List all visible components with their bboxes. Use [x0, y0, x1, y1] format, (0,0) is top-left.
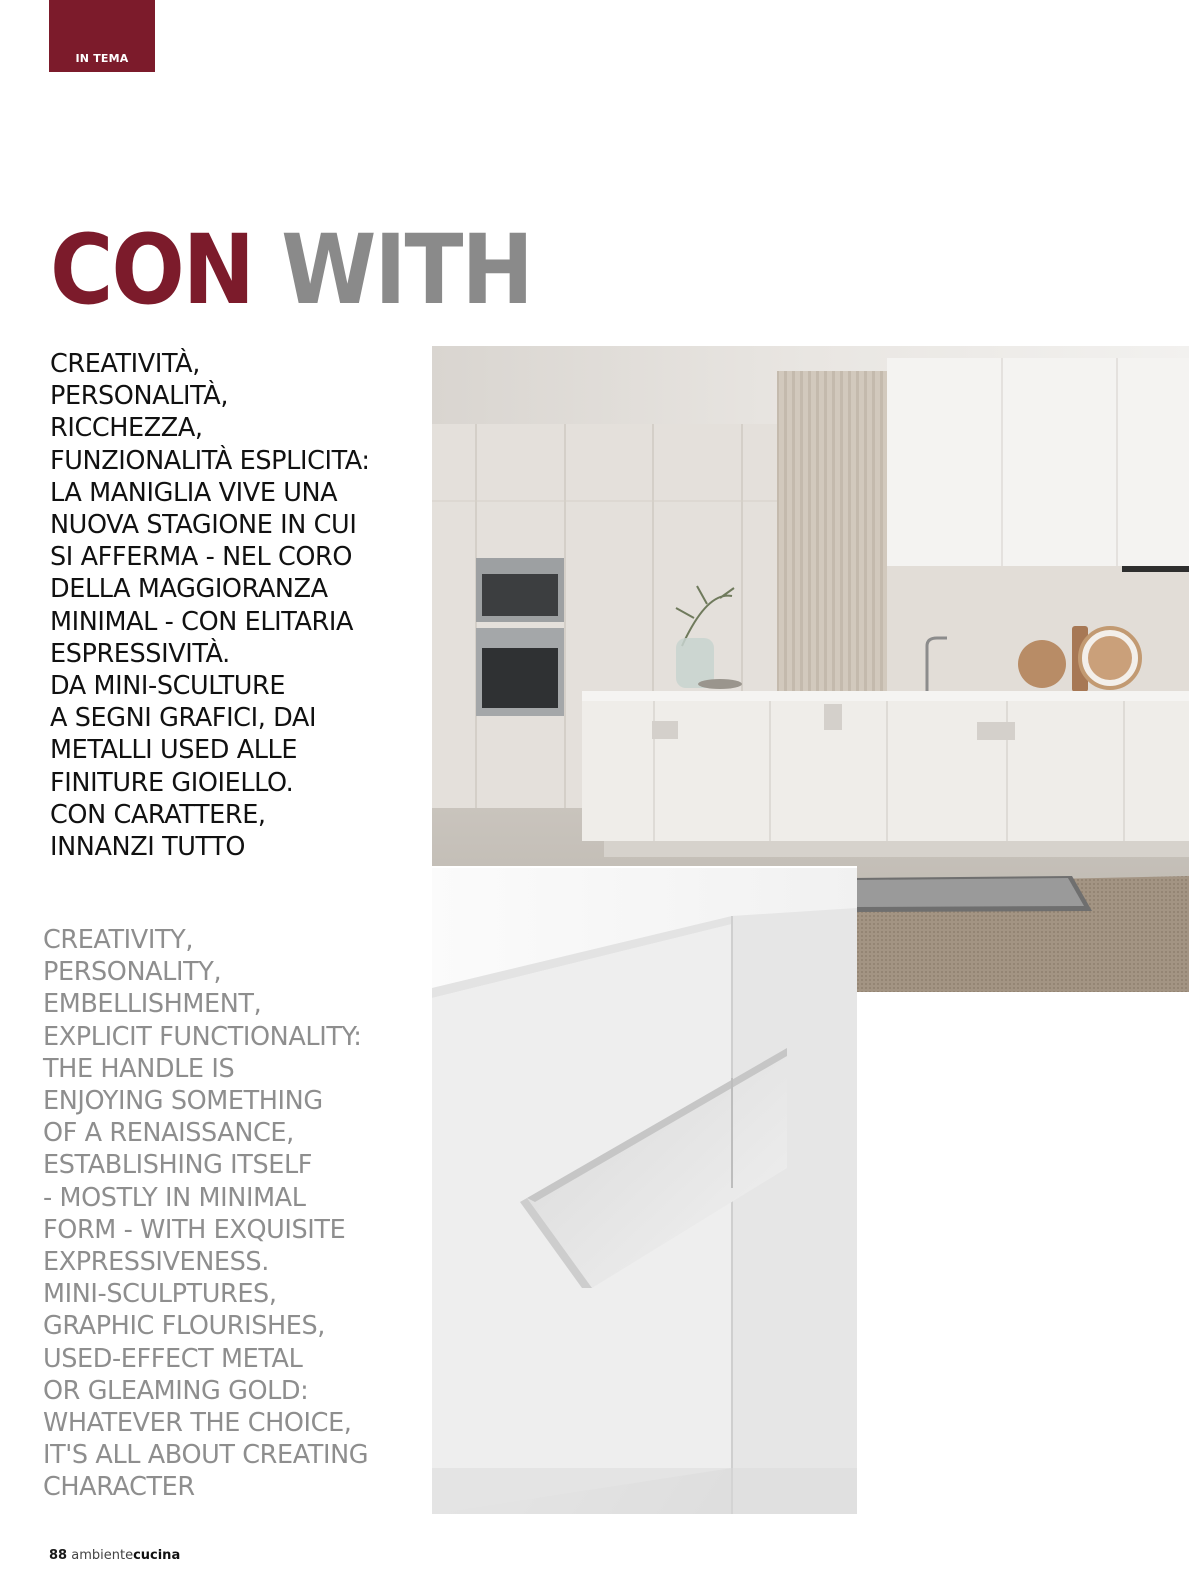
section-tag: IN TEMA	[49, 0, 155, 72]
english-line: OF A RENAISSANCE,	[43, 1118, 294, 1149]
english-line: THE HANDLE IS	[43, 1053, 235, 1084]
italian-line: CREATIVITÀ,	[50, 349, 200, 379]
english-line: IT'S ALL ABOUT CREATING	[43, 1440, 369, 1471]
headline-word-with: WITH	[281, 214, 532, 326]
english-line: OR GLEAMING GOLD:	[43, 1375, 309, 1406]
english-line: EXPLICIT FUNCTIONALITY:	[43, 1021, 362, 1052]
magazine-name-part1: ambiente	[71, 1548, 134, 1563]
english-line: MINI-SCULPTURES,	[43, 1279, 277, 1310]
italian-line: FINITURE GIOIELLO.	[50, 767, 294, 798]
italian-line: NUOVA STAGIONE IN CUI	[50, 510, 357, 541]
english-line: USED-EFFECT METAL	[43, 1343, 303, 1374]
page-footer	[49, 1548, 180, 1563]
english-line: WHATEVER THE CHOICE,	[43, 1408, 352, 1439]
italian-line: FUNZIONALITÀ ESPLICITA:	[50, 445, 370, 476]
english-line: - MOSTLY IN MINIMAL	[43, 1182, 306, 1213]
magazine-name-part2: cucina	[133, 1548, 181, 1563]
italian-text	[50, 348, 420, 863]
italian-line: LA MANIGLIA VIVE UNA	[50, 477, 338, 508]
italian-line: RICCHEZZA,	[50, 413, 203, 444]
italian-line: PERSONALITÀ,	[50, 381, 229, 412]
italian-line: DA MINI-SCULTURE	[50, 671, 286, 702]
english-line: FORM - WITH EXQUISITE	[43, 1214, 346, 1245]
italian-line: ESPRESSIVITÀ.	[50, 638, 230, 669]
english-line: PERSONALITY,	[43, 957, 222, 988]
english-line: CHARACTER	[43, 1472, 195, 1503]
english-line: ESTABLISHING ITSELF	[43, 1150, 313, 1181]
english-line: CREATIVITY,	[43, 925, 194, 955]
italian-line: METALLI USED ALLE	[50, 735, 298, 766]
english-line: GRAPHIC FLOURISHES,	[43, 1311, 325, 1342]
english-line: EMBELLISHMENT,	[43, 989, 262, 1020]
page-number: 88	[49, 1548, 68, 1563]
italian-line: CON CARATTERE,	[50, 799, 266, 830]
english-line: EXPRESSIVENESS.	[43, 1247, 269, 1278]
headline-word-con: CON	[50, 214, 254, 326]
italian-line: INNANZI TUTTO	[50, 832, 246, 863]
italian-line: MINIMAL - CON ELITARIA	[50, 606, 354, 637]
italian-line: A SEGNI GRAFICI, DAI	[50, 703, 317, 734]
english-text	[43, 924, 423, 1504]
italian-line: DELLA MAGGIORANZA	[50, 574, 328, 605]
headline	[50, 214, 532, 326]
italian-line: SI AFFERMA - NEL CORO	[50, 542, 353, 573]
handle-closeup-photo	[432, 868, 857, 1514]
english-line: ENJOYING SOMETHING	[43, 1086, 323, 1117]
